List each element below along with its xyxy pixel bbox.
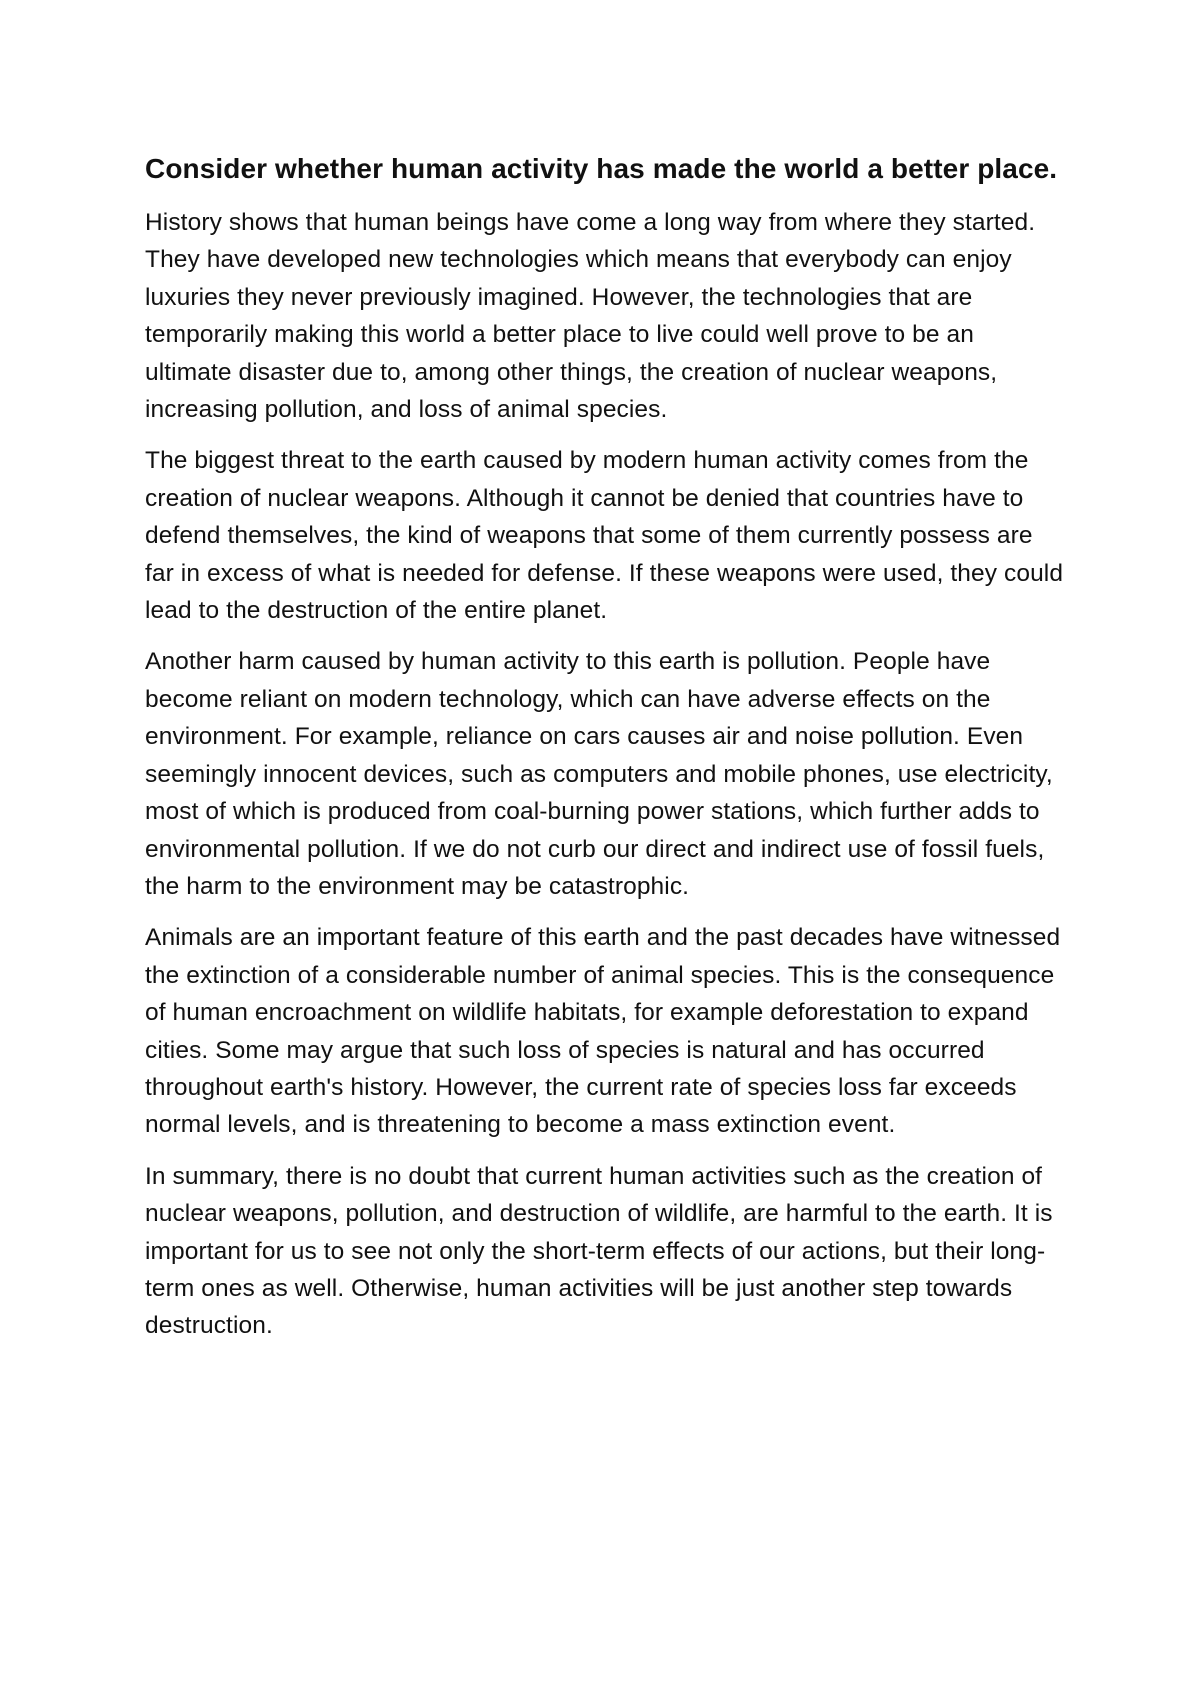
paragraph-pollution: Another harm caused by human activity to this earth is pollution. People have become reliant on modern technology, which can have adverse effects on the environment. For example, reliance on cars causes air and noise pollution. Even seemingly innocent devices, such as computers and mobile phones, use electricity, most of which is produced from coal-burning power stations, which further adds to environmental pollution. If we do not curb our direct and indirect use of fossil fuels, the harm to the environment may be catastrophic. [145, 648, 1053, 900]
document-page [145, 148, 1065, 1359]
paragraph-introduction: History shows that human beings have come a long way from where they started. They have developed new technologies which means that everybody can enjoy luxuries they never previously imagined. However, the technologies that are temporarily making this world a better place to live could well prove to be an ultimate disaster due to, among other things, the creation of nuclear weapons, increasing pollution, and loss of animal species. [145, 209, 1036, 424]
essay-title: Consider whether human activity has made the world a better place. [145, 153, 1058, 184]
paragraph-nuclear-weapons: The biggest threat to the earth caused by modern human activity comes from the creation of nuclear weapons. Although it cannot be denied that countries have to defend themselves, the kind of weapons that some of them currently possess are far in excess of what is needed for defense. If these weapons were used, they could lead to the destruction of the entire planet. [145, 447, 1064, 625]
paragraph-animal-species: Animals are an important feature of this earth and the past decades have witnessed the extinction of a considerable number of animal species. This is the consequence of human encroachment on wildlife habitats, for example deforestation to expand cities. Some may argue that such loss of species is natural and has occurred throughout earth's history. However, the current rate of species loss far exceeds normal levels, and is threatening to become a mass extinction event. [145, 924, 1061, 1139]
paragraph-summary: In summary, there is no doubt that current human activities such as the creation of nuclear weapons, pollution, and destruction of wildlife, are harmful to the earth. It is important for us to see not only the short-term effects of our actions, but their long-term ones as well. Otherwise, human activities will be just another step towards destruction. [145, 1162, 1053, 1340]
